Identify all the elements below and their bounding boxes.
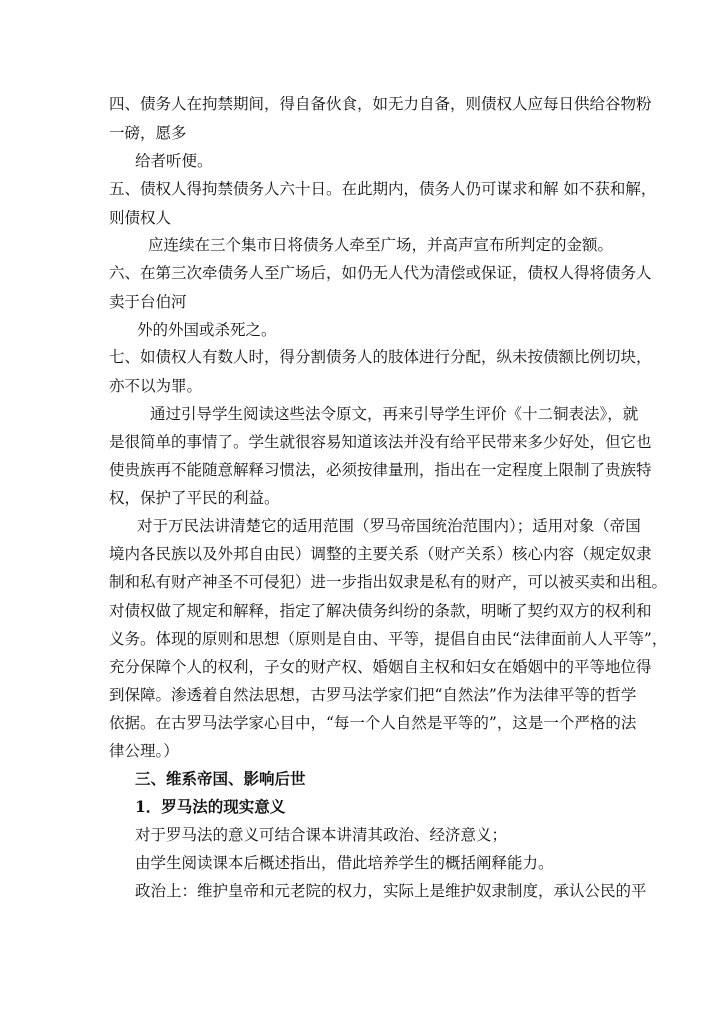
text-line: 权，保护了平民的利益。 bbox=[109, 489, 280, 507]
text-line: 外的外国或杀死之。 bbox=[137, 321, 277, 339]
text-line: 对于罗马法的意义可结合课本讲清其政治、经济意义； bbox=[135, 826, 508, 844]
text-line: 五、债权人得拘禁债务人六十日。在此期内，债务人仍可谋求和解 如不获和解， bbox=[109, 180, 657, 198]
text-line: 应连续在三个集市日将债务人牵至广场，并高声宣布所判定的金额。 bbox=[148, 236, 614, 254]
text-line: 卖于台伯河 bbox=[109, 293, 187, 311]
text-line: 对于万民法讲清楚它的适用范围（罗马帝国统治范围内）；适用对象（帝国 bbox=[137, 517, 641, 535]
text-line: 由学生阅读课本后概述指出，借此培养学生的概括阐释能力。 bbox=[135, 854, 554, 872]
text-line: 一磅，愿多 bbox=[109, 124, 187, 142]
text-line: 通过引导学生阅读这些法令原文，再来引导学生评价《十二铜表法》，就 bbox=[150, 405, 639, 423]
section-heading: 三、维系帝国、影响后世 bbox=[135, 769, 306, 788]
text-line: 充分保障个人的权利，子女的财产权、婚姻自主权和妇女在婚姻中的平等地位得 bbox=[109, 658, 652, 676]
text-line: 使贵族再不能随意解释习惯法，必须按律量刑，指出在一定程度上限制了贵族特 bbox=[109, 461, 652, 479]
text-line: 政治上：维护皇帝和元老院的权力，实际上是维护奴隶制度，承认公民的平 bbox=[135, 882, 647, 900]
text-line: 依据。在古罗马法学家心目中，“每一个人自然是平等的”，这是一个严格的法 bbox=[109, 714, 637, 732]
text-line: 给者听便。 bbox=[135, 152, 213, 170]
text-line: 六、在第三次牵债务人至广场后，如仍无人代为清偿或保证，债权人得将债务人 bbox=[109, 264, 652, 282]
text-line: 制和私有财产神圣不可侵犯）进一步指出奴隶是私有的财产，可以被买卖和出租。 bbox=[109, 573, 668, 591]
text-line: 是很简单的事情了。学生就很容易知道该法并没有给平民带来多少好处，但它也 bbox=[109, 433, 652, 451]
text-line: 境内各民族以及外邦自由民）调整的主要关系（财产关系）核心内容（规定奴隶 bbox=[109, 545, 652, 563]
text-line: 义务。体现的原则和思想（原则是自由、平等，提倡自由民“法律面前人人平等”， bbox=[109, 630, 668, 648]
subsection-heading: 1．罗马法的现实意义 bbox=[135, 797, 286, 816]
text-line: 律公理。） bbox=[109, 742, 179, 760]
text-line: 到保障。渗透着自然法思想，古罗马法学家们把“自然法”作为法律平等的哲学 bbox=[109, 686, 637, 704]
text-line: 七、如债权人有数人时，得分割债务人的肢体进行分配，纵未按债额比例切块， bbox=[109, 348, 652, 366]
text-line: 则债权人 bbox=[109, 209, 172, 227]
text-line: 对债权做了规定和解释，指定了解决债务纠纷的条款，明晰了契约双方的权利和 bbox=[109, 602, 652, 620]
text-line: 亦不以为罪。 bbox=[109, 377, 203, 395]
text-line: 四、债务人在拘禁期间，得自备伙食，如无力自备，则债权人应每日供给谷物粉 bbox=[109, 95, 652, 113]
